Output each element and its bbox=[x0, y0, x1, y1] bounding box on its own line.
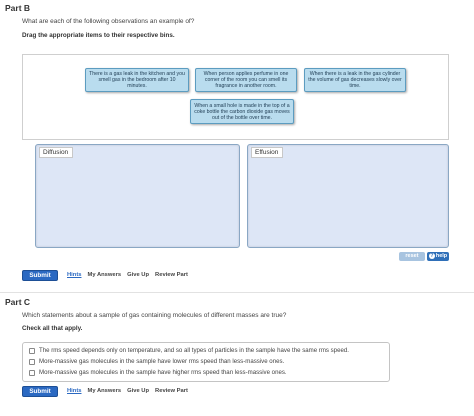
reset-button[interactable] bbox=[399, 252, 425, 261]
part-c-my-answers-link[interactable]: My Answers bbox=[87, 388, 122, 394]
part-c-links bbox=[67, 388, 194, 394]
part-b-my-answers-link[interactable]: My Answers bbox=[87, 272, 122, 278]
option-label: More-massive gas molecules in the sample have higher rms speed than less-massive ones. bbox=[39, 369, 287, 376]
part-b-give-up-link[interactable]: Give Up bbox=[127, 272, 150, 278]
option-massive-lower-rms[interactable] bbox=[29, 358, 284, 365]
drag-item-perfume[interactable]: When person applies perfume in one corner of the room you can smell its fragrance in another room. bbox=[195, 68, 297, 92]
part-b-question: What are each of the following observations an example of? bbox=[22, 18, 195, 25]
part-b-instruction: Drag the appropriate items to their respective bins. bbox=[22, 32, 175, 39]
part-b-submit-button[interactable]: Submit bbox=[22, 270, 58, 281]
bin-effusion[interactable] bbox=[247, 144, 449, 248]
bin-diffusion-drop-area[interactable] bbox=[38, 147, 237, 245]
help-label: help bbox=[435, 253, 448, 259]
part-b-title: Part B bbox=[5, 3, 31, 13]
part-b-links bbox=[67, 272, 194, 278]
option-massive-higher-rms[interactable] bbox=[29, 369, 287, 376]
part-c-instruction: Check all that apply. bbox=[22, 325, 83, 332]
help-icon: ? bbox=[430, 253, 434, 259]
help-button[interactable] bbox=[427, 252, 449, 261]
option-label: More-massive gas molecules in the sample have lower rms speed than less-massive ones. bbox=[39, 358, 285, 365]
bin-effusion-drop-area[interactable] bbox=[250, 147, 446, 245]
part-c-submit-button[interactable]: Submit bbox=[22, 386, 58, 397]
part-b-review-part-link[interactable]: Review Part bbox=[155, 272, 188, 278]
checkbox[interactable] bbox=[29, 370, 35, 376]
part-c-hints-link[interactable]: Hints bbox=[67, 388, 82, 394]
option-rms-depends-temperature[interactable] bbox=[29, 347, 349, 354]
part-c-title: Part C bbox=[5, 297, 31, 307]
bin-diffusion-label: Diffusion bbox=[39, 147, 73, 158]
part-c-give-up-link[interactable]: Give Up bbox=[127, 388, 150, 394]
checkbox[interactable] bbox=[29, 359, 35, 365]
bin-diffusion[interactable] bbox=[35, 144, 240, 248]
checkbox[interactable] bbox=[29, 348, 35, 354]
item-bank bbox=[22, 54, 449, 140]
section-divider bbox=[0, 292, 474, 293]
drag-item-gas-cylinder-leak[interactable]: When there is a leak in the gas cylinder the volume of gas decreases slowly over time. bbox=[304, 68, 406, 92]
drag-item-coke-bottle[interactable]: When a small hole is made in the top of a coke bottle the carbon dioxide gas moves out of the bottle over time. bbox=[190, 99, 294, 124]
option-label: The rms speed depends only on temperature, and so all types of particles in the sample have the same rms speed. bbox=[39, 347, 349, 354]
bin-effusion-label: Effusion bbox=[251, 147, 283, 158]
drag-item-gas-leak-kitchen[interactable]: There is a gas leak in the kitchen and you smell gas in the bedroom after 10 minutes. bbox=[85, 68, 189, 92]
part-c-question: Which statements about a sample of gas containing molecules of different masses are true? bbox=[22, 312, 287, 319]
part-b-hints-link[interactable]: Hints bbox=[67, 272, 82, 278]
part-c-review-part-link[interactable]: Review Part bbox=[155, 388, 188, 394]
part-c-options bbox=[22, 342, 390, 382]
reset-label: reset bbox=[405, 253, 419, 259]
